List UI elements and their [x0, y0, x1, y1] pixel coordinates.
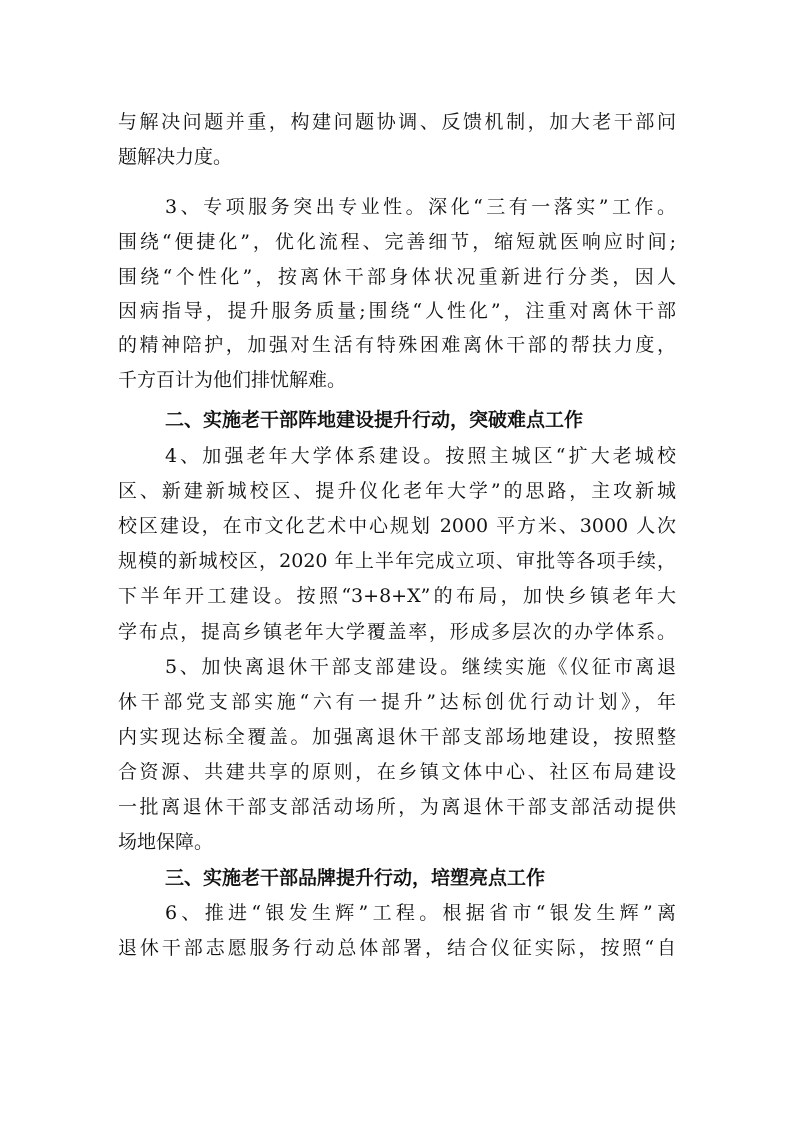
text-line: 一批离退休干部支部活动场所，为离退休干部支部活动提供	[118, 796, 676, 818]
section-heading: 三、实施老干部品牌提升行动，培塑亮点工作	[165, 867, 546, 889]
text-line: 的精神陪护，加强对生活有特殊困难离休干部的帮扶力度，	[118, 334, 676, 356]
text-line: 学布点，提高乡镇老年大学覆盖率，形成多层次的办学体系。	[118, 621, 676, 643]
text-line: 千方百计为他们排忧解难。	[118, 369, 347, 391]
text-line: 因病指导，提升服务质量;围绕“人性化”，注重对离休干部	[118, 300, 676, 322]
text-line: 6、推进“银发生辉”工程。根据省市“银发生辉”离	[165, 902, 676, 924]
text-line: 下半年开工建设。按照“3+8+X”的布局，加快乡镇老年大	[118, 585, 676, 607]
text-line: 围绕“便捷化”，优化流程、完善细节，缩短就医响应时间;	[118, 231, 676, 253]
text-line: 与解决问题并重，构建问题协调、反馈机制，加大老干部问	[118, 111, 676, 133]
text-line: 合资源、共建共享的原则，在乡镇文体中心、社区布局建设	[118, 761, 676, 783]
text-line: 校区建设，在市文化艺术中心规划 2000 平方米、3000 人次	[118, 515, 676, 537]
section-heading: 二、实施老干部阵地建设提升行动，突破难点工作	[165, 409, 584, 431]
text-line: 规模的新城校区，2020 年上半年完成立项、审批等各项手续，	[118, 550, 676, 572]
text-line: 区、新建新城校区、提升仪化老年大学”的思路，主攻新城	[118, 480, 676, 502]
text-line: 5、加快离退休干部支部建设。继续实施《仪征市离退	[165, 656, 676, 678]
text-line: 场地保障。	[118, 831, 214, 853]
text-line: 题解决力度。	[118, 146, 233, 168]
text-line: 休干部党支部实施“六有一提升”达标创优行动计划》，年	[118, 691, 676, 713]
text-line: 围绕“个性化”，按离休干部身体状况重新进行分类，因人	[118, 266, 676, 288]
text-line: 4、加强老年大学体系建设。按照主城区“扩大老城校	[165, 445, 676, 467]
text-line: 内实现达标全覆盖。加强离退休干部支部场地建设，按照整	[118, 726, 676, 748]
text-line: 退休干部志愿服务行动总体部署，结合仪征实际，按照“自	[118, 937, 676, 959]
text-line: 3、专项服务突出专业性。深化“三有一落实”工作。	[165, 196, 676, 218]
